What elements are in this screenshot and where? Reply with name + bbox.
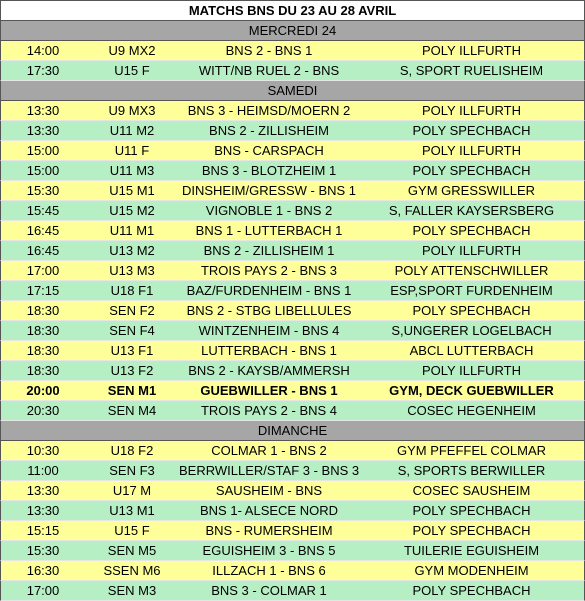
match-venue: POLY SPECHBACH bbox=[412, 303, 531, 318]
match-venue: POLY SPECHBACH bbox=[412, 163, 531, 178]
match-category: SEN F3 bbox=[109, 463, 155, 478]
match-category: U18 F1 bbox=[110, 283, 154, 298]
match-venue: GYM GRESSWILLER bbox=[407, 183, 536, 198]
match-row bbox=[0, 541, 585, 561]
match-time: 16:45 bbox=[26, 243, 60, 258]
match-venue: GYM, DECK GUEBWILLER bbox=[389, 383, 554, 398]
match-teams: BNS - RUMERSHEIM bbox=[205, 523, 333, 538]
match-category: U11 M1 bbox=[109, 223, 155, 238]
match-category: U17 M bbox=[112, 483, 152, 498]
match-row bbox=[0, 141, 585, 161]
match-teams: BNS 3 - HEIMSD/MOERN 2 bbox=[187, 103, 351, 118]
match-time: 13:30 bbox=[26, 503, 60, 518]
match-category: SEN M5 bbox=[107, 543, 157, 558]
match-row bbox=[0, 361, 585, 381]
match-venue: COSEC SAUSHEIM bbox=[412, 483, 531, 498]
match-category: U9 MX2 bbox=[108, 43, 156, 58]
match-row bbox=[0, 581, 585, 601]
match-time: 20:30 bbox=[26, 403, 60, 418]
match-row bbox=[0, 221, 585, 241]
schedule-title: MATCHS BNS DU 23 AU 28 AVRIL bbox=[0, 0, 585, 21]
match-venue: POLY SPECHBACH bbox=[412, 503, 531, 518]
match-time: 16:45 bbox=[26, 223, 60, 238]
match-row bbox=[0, 61, 585, 81]
match-category: U11 M2 bbox=[109, 123, 155, 138]
match-time: 17:15 bbox=[26, 283, 60, 298]
match-venue: S, FALLER KAYSERSBERG bbox=[388, 203, 555, 218]
match-venue: POLY ILLFURTH bbox=[422, 363, 521, 378]
match-time: 11:00 bbox=[27, 463, 59, 478]
match-teams: TROIS PAYS 2 - BNS 4 bbox=[200, 403, 338, 418]
match-category: U9 MX3 bbox=[108, 103, 156, 118]
match-time: 16:30 bbox=[26, 563, 60, 578]
match-time: 15:00 bbox=[26, 163, 60, 178]
match-category: SSEN M6 bbox=[103, 563, 161, 578]
match-teams: TROIS PAYS 2 - BNS 3 bbox=[200, 263, 338, 278]
match-category: SEN M3 bbox=[107, 583, 157, 598]
match-row bbox=[0, 121, 585, 141]
match-category: SEN M1 bbox=[107, 383, 157, 398]
match-category: U15 M2 bbox=[109, 203, 155, 218]
match-venue: GYM PFEFFEL COLMAR bbox=[396, 443, 547, 458]
match-venue: ESP,SPORT FURDENHEIM bbox=[390, 283, 553, 298]
match-teams: BERRWILLER/STAF 3 - BNS 3 bbox=[179, 463, 359, 478]
match-venue: POLY SPECHBACH bbox=[412, 583, 531, 598]
schedule-sections bbox=[0, 21, 585, 601]
match-time: 15:30 bbox=[26, 183, 60, 198]
match-teams: LUTTERBACH - BNS 1 bbox=[201, 343, 337, 358]
match-row bbox=[0, 201, 585, 221]
match-row bbox=[0, 341, 585, 361]
match-category: U15 F bbox=[114, 523, 150, 538]
match-teams: BAZ/FURDENHEIM - BNS 1 bbox=[186, 283, 352, 298]
match-row bbox=[0, 401, 585, 421]
match-teams: WINTZENHEIM - BNS 4 bbox=[198, 323, 340, 338]
match-teams: DINSHEIM/GRESSW - BNS 1 bbox=[181, 183, 357, 198]
match-teams: BNS 3 - COLMAR 1 bbox=[211, 583, 327, 598]
match-time: 17:00 bbox=[26, 583, 60, 598]
match-category: U13 F2 bbox=[110, 363, 154, 378]
match-teams: COLMAR 1 - BNS 2 bbox=[211, 443, 327, 458]
match-teams: BNS 2 - STBG LIBELLULES bbox=[186, 303, 352, 318]
match-time: 18:30 bbox=[26, 343, 60, 358]
match-row bbox=[0, 41, 585, 61]
match-teams: BNS 3 - BLOTZHEIM 1 bbox=[201, 163, 337, 178]
match-time: 10:30 bbox=[26, 443, 60, 458]
section-header: SAMEDI bbox=[0, 81, 585, 101]
match-time: 18:30 bbox=[26, 363, 60, 378]
match-time: 18:30 bbox=[26, 323, 60, 338]
match-venue: ABCL LUTTERBACH bbox=[409, 343, 534, 358]
match-time: 17:00 bbox=[26, 263, 60, 278]
match-venue: POLY ILLFURTH bbox=[422, 43, 521, 58]
match-category: U15 F bbox=[114, 63, 150, 78]
match-venue: POLY ATTENSCHWILLER bbox=[394, 263, 549, 278]
match-venue: POLY ILLFURTH bbox=[422, 243, 521, 258]
match-time: 20:00 bbox=[26, 383, 60, 398]
match-category: U13 M3 bbox=[109, 263, 155, 278]
match-row bbox=[0, 441, 585, 461]
section-header: MERCREDI 24 bbox=[0, 21, 585, 41]
match-row bbox=[0, 161, 585, 181]
match-row bbox=[0, 461, 585, 481]
match-venue: COSEC HEGENHEIM bbox=[407, 403, 536, 418]
match-teams: GUEBWILLER - BNS 1 bbox=[200, 383, 338, 398]
match-time: 15:30 bbox=[26, 543, 60, 558]
match-row bbox=[0, 301, 585, 321]
match-category: U13 M1 bbox=[109, 503, 155, 518]
match-row bbox=[0, 381, 585, 401]
match-teams: WITT/NB RUEL 2 - BNS bbox=[198, 63, 340, 78]
match-venue: S, SPORTS BERWILLER bbox=[397, 463, 546, 478]
match-row bbox=[0, 481, 585, 501]
match-teams: BNS 2 - BNS 1 bbox=[225, 43, 313, 58]
match-venue: S, SPORT RUELISHEIM bbox=[399, 63, 544, 78]
match-venue: GYM MODENHEIM bbox=[414, 563, 529, 578]
section-header: DIMANCHE bbox=[0, 421, 585, 441]
match-time: 13:30 bbox=[26, 483, 60, 498]
match-teams: BNS 2 - KAYSB/AMMERSH bbox=[188, 363, 350, 378]
match-venue: POLY ILLFURTH bbox=[422, 143, 521, 158]
match-time: 15:45 bbox=[26, 203, 60, 218]
match-teams: SAUSHEIM - BNS bbox=[215, 483, 323, 498]
match-time: 13:30 bbox=[26, 123, 60, 138]
match-venue: POLY SPECHBACH bbox=[412, 123, 531, 138]
match-category: U11 F bbox=[114, 143, 150, 158]
match-row bbox=[0, 101, 585, 121]
match-category: U13 F1 bbox=[110, 343, 154, 358]
match-time: 17:30 bbox=[26, 63, 60, 78]
match-time: 15:15 bbox=[26, 523, 60, 538]
match-row bbox=[0, 241, 585, 261]
match-teams: BNS 1- ALSECE NORD bbox=[200, 503, 338, 518]
match-time: 18:30 bbox=[26, 303, 60, 318]
match-row bbox=[0, 561, 585, 581]
match-venue: S,UNGERER LOGELBACH bbox=[391, 323, 552, 338]
match-category: SEN F4 bbox=[109, 323, 155, 338]
match-row bbox=[0, 261, 585, 281]
match-teams: BNS 2 - ZILLISHEIM 1 bbox=[203, 243, 335, 258]
match-venue: POLY SPECHBACH bbox=[412, 523, 531, 538]
match-venue: TUILERIE EGUISHEIM bbox=[403, 543, 540, 558]
match-teams: EGUISHEIM 3 - BNS 5 bbox=[202, 543, 336, 558]
match-venue: POLY ILLFURTH bbox=[422, 103, 521, 118]
match-teams: ILLZACH 1 - BNS 6 bbox=[212, 563, 326, 578]
match-row bbox=[0, 281, 585, 301]
match-category: SEN F2 bbox=[109, 303, 155, 318]
match-row bbox=[0, 321, 585, 341]
match-venue: POLY SPECHBACH bbox=[412, 223, 531, 238]
match-time: 15:00 bbox=[26, 143, 60, 158]
match-teams: VIGNOBLE 1 - BNS 2 bbox=[205, 203, 333, 218]
match-row bbox=[0, 521, 585, 541]
match-teams: BNS 2 - ZILLISHEIM bbox=[209, 123, 329, 138]
match-category: U13 M2 bbox=[109, 243, 155, 258]
match-row bbox=[0, 181, 585, 201]
match-teams: BNS 1 - LUTTERBACH 1 bbox=[195, 223, 343, 238]
match-time: 13:30 bbox=[26, 103, 60, 118]
match-category: SEN M4 bbox=[107, 403, 157, 418]
match-teams: BNS - CARSPACH bbox=[214, 143, 324, 158]
match-category: U18 F2 bbox=[110, 443, 154, 458]
match-time: 14:00 bbox=[26, 43, 60, 58]
match-category: U15 M1 bbox=[109, 183, 155, 198]
match-row bbox=[0, 501, 585, 521]
match-category: U11 M3 bbox=[109, 163, 155, 178]
